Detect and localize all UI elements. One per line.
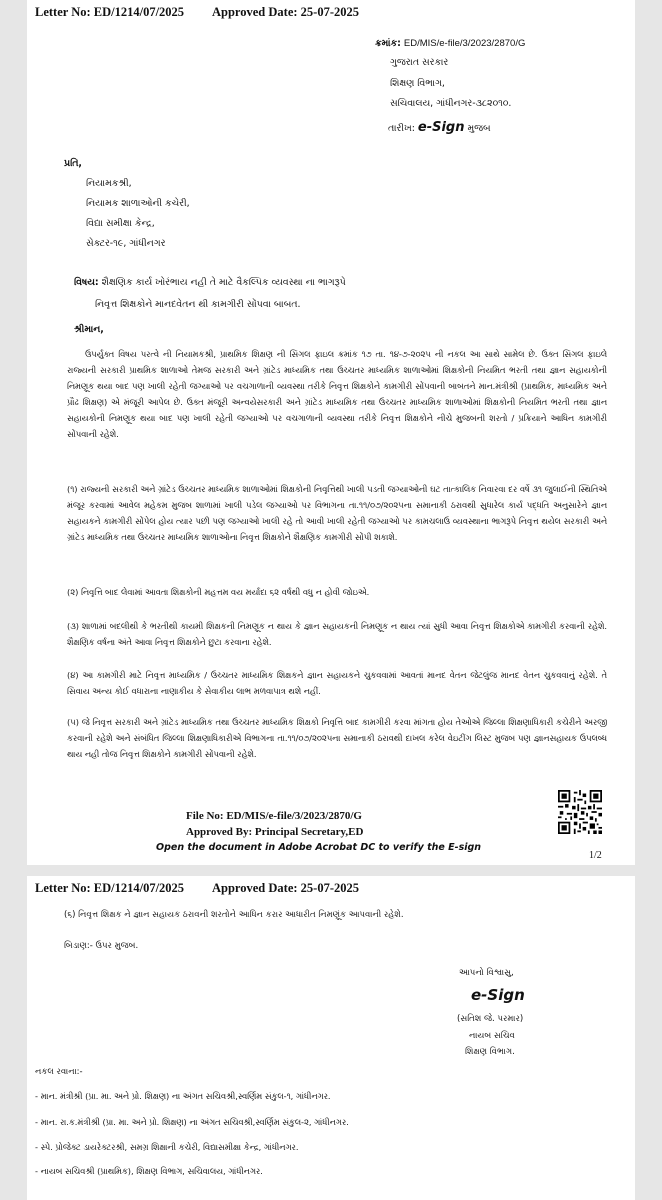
signatory-designation: નાયબ સચિવ	[469, 1031, 515, 1041]
copy-heading: નકલ રવાના:-	[35, 1067, 83, 1077]
signatory-name: (સતિશ જે. પરમાર)	[457, 1014, 524, 1024]
date-label: તારીખ:	[388, 123, 415, 134]
reference-value: ED/MIS/e-file/3/2023/2870/G	[403, 38, 526, 49]
letter-page-2	[27, 876, 635, 1200]
office-address: સચિવાલય, ગાંધીનગર-૩૮૨૦૧૦.	[390, 98, 512, 109]
addressee-line: સેક્ટર-૧૯, ગાંધીનગર	[86, 238, 166, 249]
condition-6: (૬) નિવૃત્ત શિક્ષક ને જ્ઞાન સહાયક ઠરાવની શરતોને આધિન કરાર આધારીત નિમણૂંક આપવાની રહેશે.	[64, 910, 404, 920]
condition-5: (૫) જે નિવૃત્ત સરકારી અને ગ્રાંટેડ માધ્યમિક તથા ઉચ્ચતર માધ્યમિક શિક્ષકો નિવૃત્તિ બાદ કામગીરી કરવા માંગતા હોય તેઓએ જિલ્લા શિક્ષણાધિકારી કચેરીને અરજી કરવાની રહેશે અને સંબંધિત જિલ્લા શિક્ષણાધિકારીએ વિભાગના તા.૧૧/૦૭/૨૦૨૫ના સમાનાકી ઠરાવથી દાખલ કરેલ વેઇટીંગ લિસ્ટ મુજબ પણ જ્ઞાનસહાયક ઉપલબ્ધ થાય નહી તોજ નિવૃત્ત શિક્ષકોને કામગીરી સોંપવાની રહેશે.	[67, 717, 608, 759]
esign-signature: e-Sign	[471, 986, 525, 1004]
addressee-prefix: પ્રતિ,	[64, 158, 82, 169]
letter-date	[388, 121, 491, 135]
addressee-line: નિયામક શાળાઓની કચેરી,	[86, 198, 190, 209]
enclosure: બિડાણ:- ઉપર મુજબ.	[64, 941, 139, 951]
salutation: શ્રીમાન,	[74, 324, 104, 335]
approved-by: Approved By: Principal Secretary,ED	[186, 826, 364, 838]
date-esign: e-Sign	[417, 120, 465, 135]
subject-text: શૈક્ષણિક કાર્ય ખોરંભાય નહી તે માટે વૈકલ્પિક વ્યવસ્થા ના ભાગરૂપે	[101, 277, 346, 288]
subject-line-2: નિવૃત્ત શિક્ષકોને માનદવેતન થી કામગીરી સોંપવા બાબત.	[95, 299, 301, 310]
reference-number	[375, 37, 525, 50]
qr-code-icon[interactable]	[558, 790, 602, 834]
page-number: 1/2	[589, 850, 602, 861]
addressee-line: નિયામકશ્રી,	[86, 178, 132, 189]
copy-recipient: - સ્પે. પ્રોજેક્ટ ડાયરેક્ટરશ્રી, સમગ્ર શિક્ષાની કચેરી, વિદ્યાસમીક્ષા કેન્દ્ર, ગાંધીનગર.	[35, 1142, 299, 1152]
file-number: File No: ED/MIS/e-file/3/2023/2870/G	[186, 810, 362, 822]
subject-label: વિષય:	[74, 277, 99, 288]
verify-note: Open the document in Adobe Acrobat DC to verify the E-sign	[156, 842, 482, 853]
copy-recipient: - નાયબ સચિવશ્રી (પ્રાથમિક), શિક્ષણ વિભાગ, સચિવાલય, ગાંધીનગર.	[35, 1166, 263, 1176]
reference-label: ક્રમાંક:	[375, 38, 401, 49]
letter-number: Letter No: ED/1214/07/2025	[35, 5, 185, 19]
letter-page-1	[27, 0, 635, 865]
letter-number: Letter No: ED/1214/07/2025	[35, 881, 185, 895]
condition-2: (૨) નિવૃત્તિ બાદ લેવામાં આવતા શિક્ષકોની મહત્તમ વય મર્યાદા ૬૨ વર્ષથી વધુ ન હોવી જોઇએ.	[67, 587, 370, 597]
department-name: શિક્ષણ વિભાગ,	[390, 78, 445, 89]
condition-4: (૪) આ કામગીરી માટે નિવૃત્ત માધ્યમિક / ઉચ્ચતર માધ્યમિક શિક્ષકને જ્ઞાન સહાયકને ચુકવવામાં આવતાં માનદ વેતન જેટલુંજ માનદ વેતન ચુકવવાનું રહેશે. તે સિવાય અન્ય કોઈ વધારાના નાણાકીય કે સેવાકીય લાભ મળવાપાત્ર થશે નહીં.	[67, 670, 607, 696]
signatory-department: શિક્ષણ વિભાગ.	[465, 1047, 515, 1057]
subject-line-1	[74, 276, 346, 289]
government-name: ગુજરાત સરકાર	[390, 57, 449, 68]
copy-recipient: - માન. મંત્રીશ્રી (પ્રા. મા. અને પ્રો. શિક્ષણ) ના અંગત સચિવશ્રી,સ્વર્ણિમ સંકુલ-૧, ગાંધીનગર.	[35, 1091, 331, 1101]
intro-paragraph: ઉપર્યુક્ત વિષય પરત્વે ની નિયામકશ્રી, પ્રાથમિક શિક્ષણ ની સિંગલ ફાઇલ ક્રમાંક ૧૭ તા. ૧૪-૭-૨૦૨૫ ની નકલ આ સાથે સામેલ છે. ઉક્ત સિંગલ ફાઇલે રાજ્યની સરકારી પ્રાથમિક શાળાઓ તેમજ સરકારી અને ગ્રાંટેડ માધ્યમિક તથા ઉચ્ચતર માધ્યમિક શાળાઓમાં શિક્ષકોની નિયમિત ભરતી તથા જ્ઞાન સહાયકોની નિમણૂક થયા બાદ પણ ખાલી રહેતી જગ્યાઓ પર વચગાળાની વ્યવસ્થા તરીકે નિવૃત્ત શિક્ષકોને કામગીરી સોંપવાની બાબતને માન.મંત્રીશ્રી (પ્રાથમિક, માધ્યમિક અને પ્રૌઢ શિક્ષણ) એ મંજૂરી આપેલ છે. ઉક્ત મંજૂરી અન્વયેસરકારી અને ગ્રાંટેડ માધ્યમિક તથા ઉચ્ચતર માધ્યમિક શાળાઓમાં શિક્ષકોની નિયમિત ભરતી તથા જ્ઞાન સહાયકોની નિમણૂક થયા બાદ પણ ખાલી રહેતી જગ્યાઓ પર વચગાળાની વ્યવસ્થા તરીકે નિવૃત્ત શિક્ષકોને નીચે મુજબની શરતો / પ્રક્રિયાને આધિન કામગીરી સોંપવાની રહેશે.	[67, 349, 608, 439]
approved-date: Approved Date: 25-07-2025	[212, 881, 359, 895]
approved-date: Approved Date: 25-07-2025	[212, 5, 359, 19]
copy-recipient: - માન. રા.ક.મંત્રીશ્રી (પ્રા. મા. અને પ્રો. શિક્ષણ) ના અંગત સચિવશ્રી,સ્વર્ણિમ સંકુલ-૨, ગાંધીનગર.	[35, 1117, 349, 1127]
addressee-line: વિદ્યા સમીક્ષા કેન્દ્ર,	[86, 218, 155, 229]
condition-1: (૧) રાજ્યની સરકારી અને ગ્રાંટેડ ઉચ્ચતર માધ્યમિક શાળાઓમાં શિક્ષકોની નિવૃત્તિથી ખાલી પડતી જગ્યાઓની ઘટ તાત્કાલિક નિવારવા દર વર્ષે ૩૧ જુલાઈની સ્થિતિએ મંજૂર કરવામાં આવેલ મહેકમ મુજબ શાળામાં ખાલી પડેલ જગ્યાઓ પર વિભાગના તા.૧૧/૦૭/૨૦૨૫ના સમાનાકી ઠરાવથી સુધારેલ કાર્ય પદ્ધતિ અનુસારેને જ્ઞાન સહાયકને કામગીરી સોંપેલ હોય ત્યાર પછી પણ જગ્યાઓ ખાલી રહે તો આવી ખાલી રહેતી જગ્યાઓ પર કામચલાઉ વ્યવસ્થાના ભાગરૂપે નિવૃત્ત થયેલ સરકારી અને ગ્રાંટેડ માધ્યમિક તથા ઉચ્ચતર માધ્યમિક શાળાઓના નિવૃત્ત શિક્ષકોને શૈક્ષણિક કામગીરી સોંપી શકાશે.	[67, 484, 608, 542]
closing-phrase: આપનો વિશ્વાસુ,	[459, 968, 514, 978]
date-suffix: મુજબ	[467, 123, 491, 134]
condition-3: (૩) શાળામાં બદલીથી કે ભરતીથી કાયમી શિક્ષકની નિમણૂક ન થાય કે જ્ઞાન સહાયકની નિમણૂક ન થાય ત્યાં સુધી આવા નિવૃત્ત શિક્ષકોએ કામગીરી કરવાની રહેશે. શૈક્ષણિક વર્ષના અંતે આવા નિવૃત્ત શિક્ષકોને છુટા કરવાના રહેશે.	[67, 621, 608, 647]
